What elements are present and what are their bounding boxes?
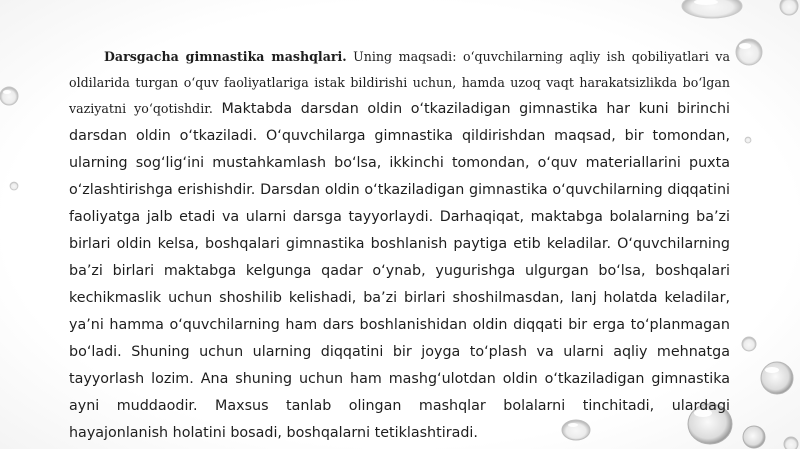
water-drop-icon xyxy=(780,0,798,15)
paragraph xyxy=(69,44,730,447)
water-drop-icon xyxy=(745,137,751,143)
water-drop-icon xyxy=(761,362,793,394)
intro-text: Uning maqsadi: o‘quvchilarning aqliy ish qobiliyatlari va oldilarida turgan o‘quv faoliyatlariga istak bildirishi uchun, hamda uzoq vaqt harakatsizlikda bo‘lgan vaziyatni yo‘qotishdir. xyxy=(69,49,730,116)
slide-body xyxy=(69,44,730,447)
section-heading: Darsgacha gimnastika mashqlari. xyxy=(104,49,347,64)
water-drop-icon xyxy=(743,426,765,448)
water-drop-icon xyxy=(0,87,18,105)
water-drop-icon xyxy=(682,0,742,18)
body-text: Maktabda darsdan oldin o‘tkaziladigan gimnastika har kuni birinchi darsdan oldin o‘tkaziladi. O‘quvchilarga gimnastika qildirishdan maqsad, bir tomondan, ularning sog‘lig‘ini mustahkamlash bo‘lsa, ikkinchi tomondan, o‘quv materiallarini puxta o‘zlashtirishga erishishdir. Darsdan oldin o‘tkaziladigan gimnastika o‘quvchilarning diqqatini faoliyatga jalb etadi va ularni darsga tayyorlaydi. Darhaqiqat, maktabga bolalarning ba’zi birlari oldin kelsa, boshqalari gimnastika boshlanish paytiga etib keladilar. O‘quvchilarning ba’zi birlari maktabga kelgunga qadar o‘ynab, yugurishga ulgurgan bo‘lsa, boshqalari kechikmaslik uchun shoshilib kelishadi, ba’zi birlari shoshilmasdan, lanj holatda keladilar, ya’ni hamma o‘quvchilarning ham dars boshlanishidan oldin diqqati bir erga to‘planmagan bo‘ladi. Shuning uchun ularning diqqatini bir joyga to‘plash va ularni aqliy mehnatga tayyorlash lozim. Ana shuning uchun ham mashg‘ulotdan oldin o‘tkaziladigan gimnastika ayni muddaodir. Maxsus tanlab olingan mashqlar bolalarni tinchitadi, ulardagi hayajonlanish holatini bosadi, boshqalarni tetiklashtiradi. xyxy=(69,101,730,441)
water-drop-icon xyxy=(736,39,762,65)
water-drop-icon xyxy=(784,437,798,449)
water-drop-icon xyxy=(742,337,756,351)
water-drop-icon xyxy=(10,182,18,190)
